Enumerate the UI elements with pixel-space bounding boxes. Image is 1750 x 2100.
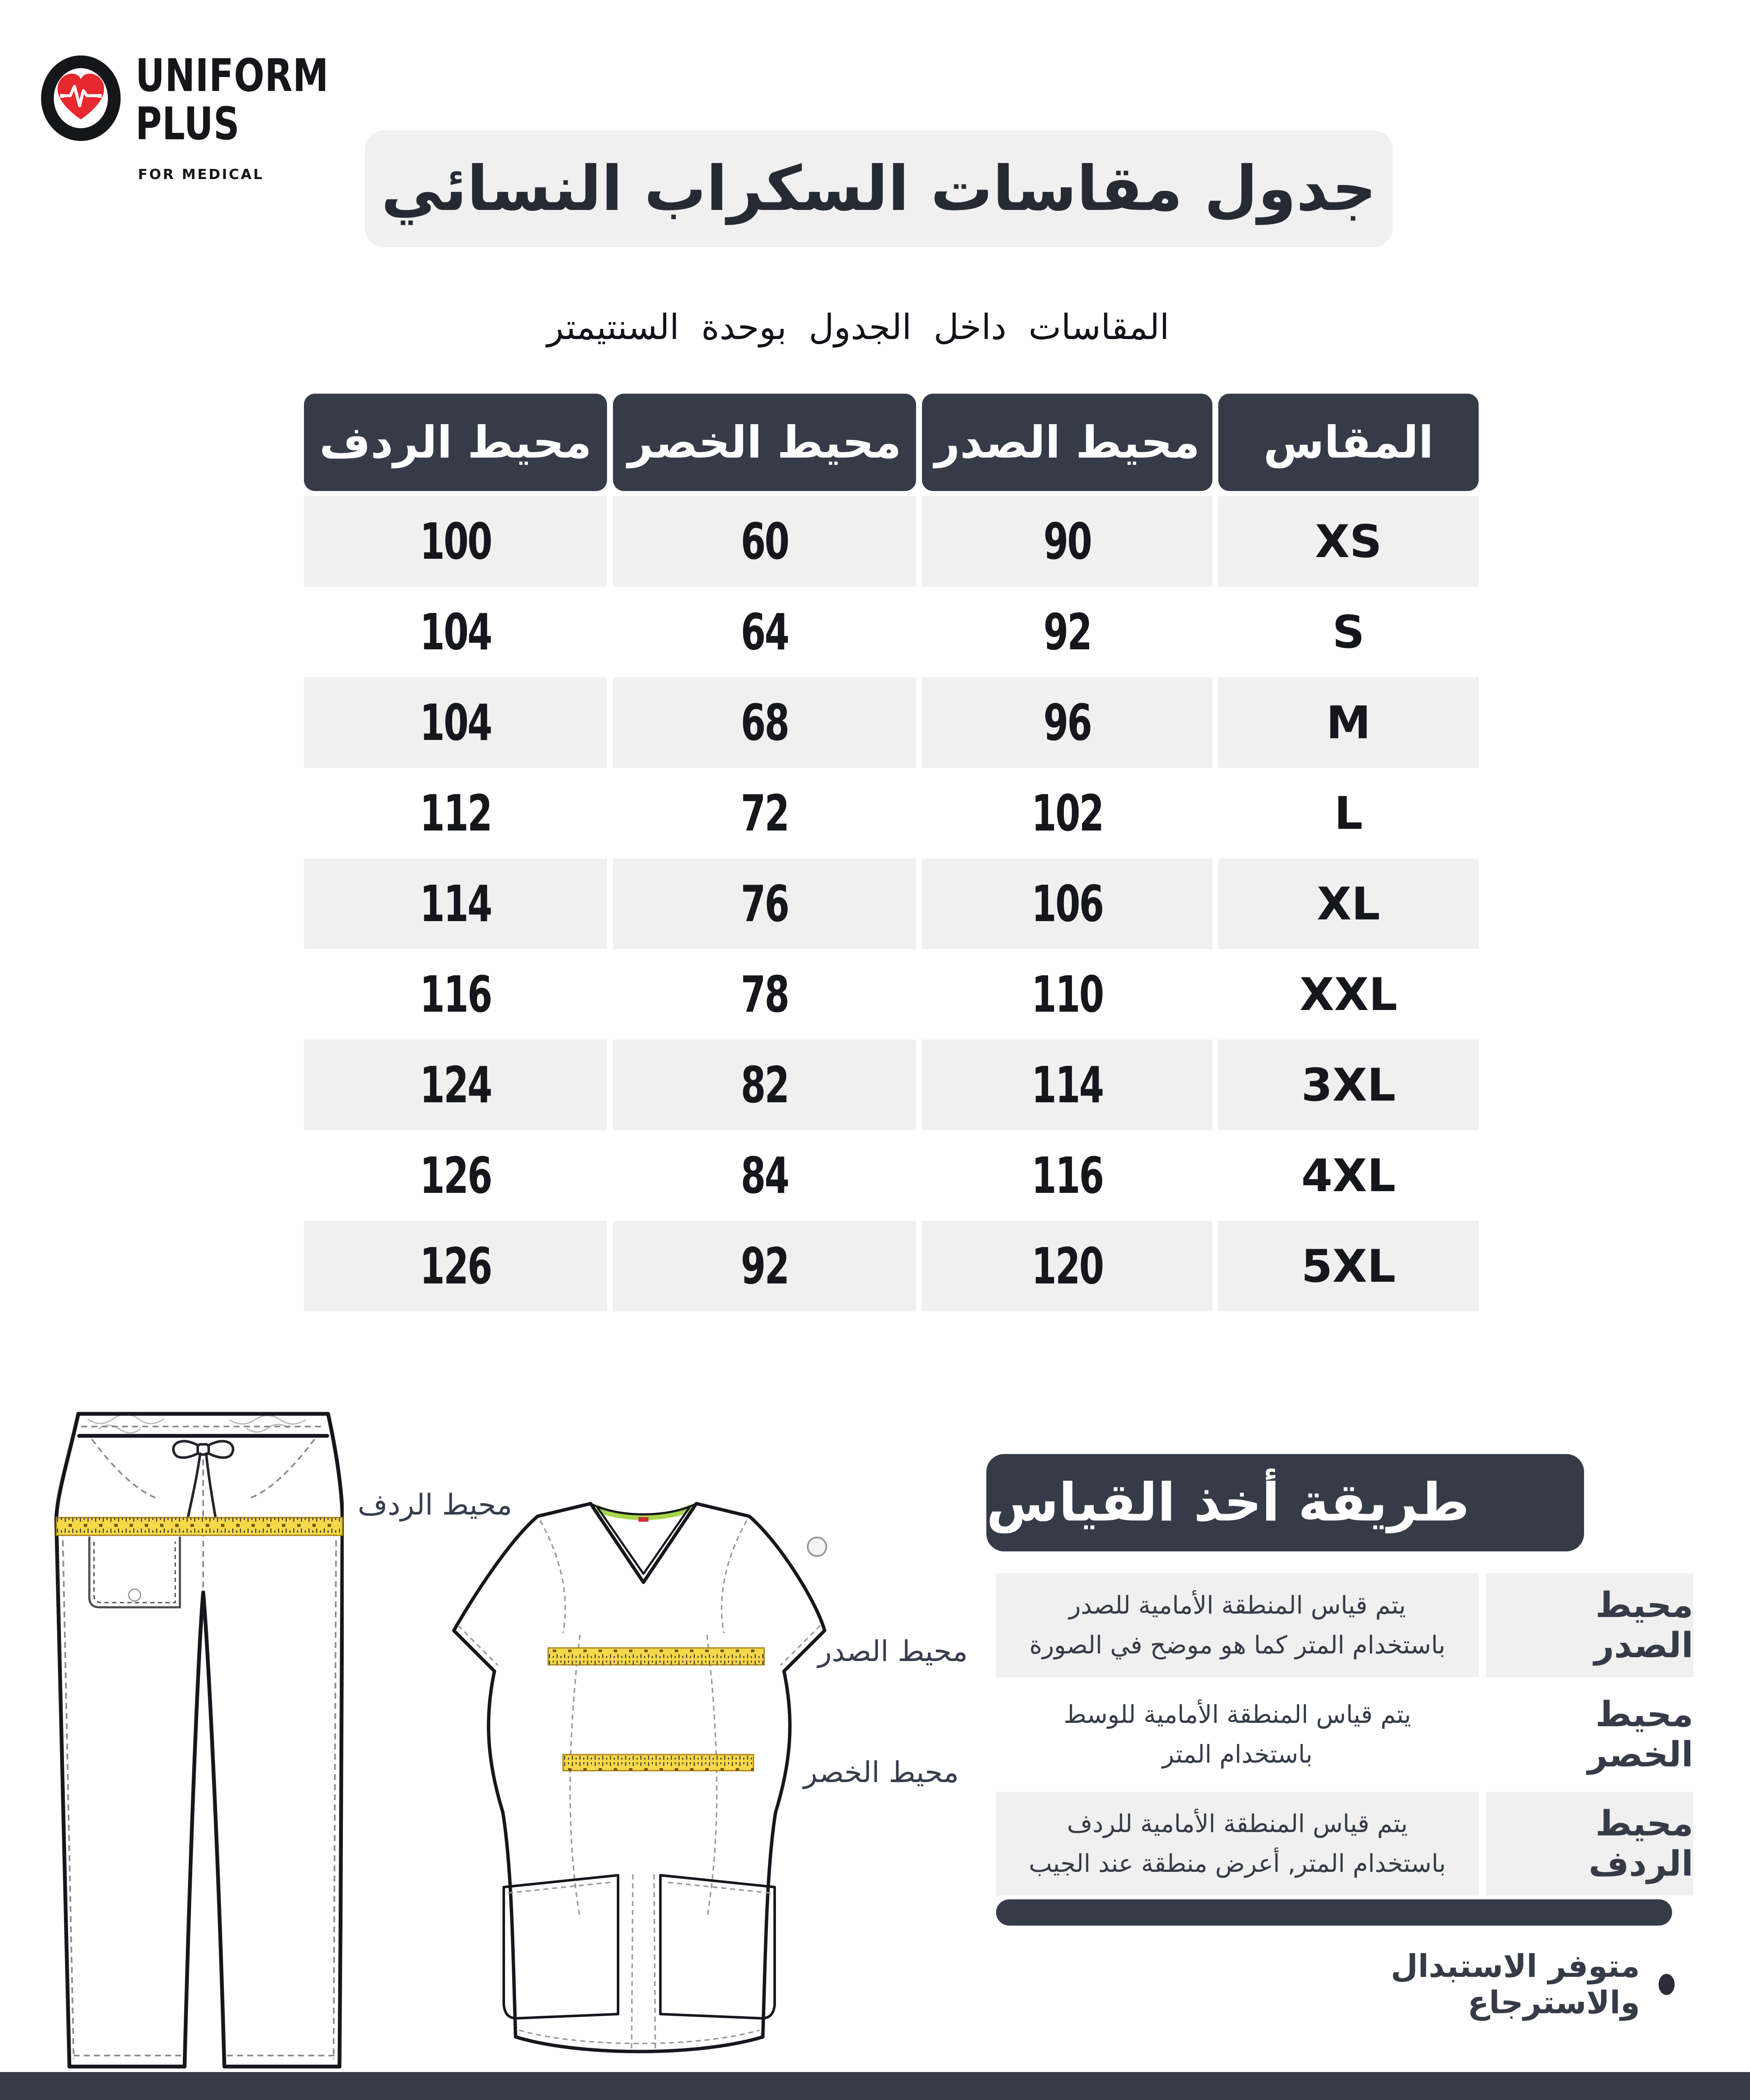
waist-diagram-label: محيط الخصر (803, 1756, 959, 1789)
column-header-chest: محيط الصدر (922, 394, 1212, 491)
size-cell: S (1332, 606, 1365, 658)
size-cell: L (1334, 787, 1363, 839)
size-cell: XXL (1300, 968, 1397, 1021)
hip-diagram-label: محيط الردف (358, 1488, 512, 1522)
column-header-hip: محيط الردف (304, 394, 607, 491)
chest-measure-description: يتم قياس المنطقة الأمامية للصدر باستخدام المتر كما هو موضح في الصورة (996, 1573, 1479, 1677)
size-cell: XL (1218, 858, 1479, 949)
hip-cell: 104 (420, 603, 491, 661)
waist-cell: 78 (740, 965, 789, 1024)
waist-cell: 68 (613, 677, 916, 768)
waist-cell: 82 (613, 1040, 916, 1130)
waist-measure-label: محيط الخصر (1587, 1694, 1693, 1775)
hip-cell: 124 (304, 1040, 607, 1130)
size-table (304, 394, 1479, 1311)
chest-cell: 92 (1043, 603, 1091, 661)
exchange-return-note: متوفر الاستبدال والاسترجاع (1223, 1959, 1675, 2010)
chest-diagram-label: محيط الصدر (818, 1635, 968, 1668)
hip-cell: 104 (304, 677, 607, 768)
size-cell: 3XL (1218, 1040, 1479, 1130)
waist-measuring-tape-icon (563, 1755, 754, 1771)
size-cell: 4XL (1301, 1149, 1396, 1202)
chest-measure-label: محيط الصدر (1486, 1573, 1693, 1677)
brand-logo (0, 0, 339, 203)
chest-cell: 114 (922, 1040, 1212, 1130)
hip-cell: 112 (420, 784, 491, 842)
waist-cell: 76 (613, 858, 916, 949)
waist-cell: 84 (740, 1146, 789, 1205)
chest-cell: 96 (922, 677, 1212, 768)
waist-cell: 60 (613, 496, 916, 587)
hip-cell: 126 (420, 1146, 491, 1205)
hip-cell: 126 (304, 1221, 607, 1311)
waist-cell: 64 (740, 603, 789, 661)
bullet-dot-icon (1659, 1974, 1675, 1995)
heart-ecg-logo-icon (41, 55, 121, 142)
measure-guide-banner (986, 1454, 1584, 1551)
hip-measuring-tape-icon (56, 1518, 342, 1535)
hip-measure-description: يتم قياس المنطقة الأمامية للردف باستخدام المتر, أعرض منطقة عند الجيب (996, 1792, 1479, 1896)
page-title-banner (365, 130, 1393, 247)
scrub-pants-diagram (47, 1410, 344, 2070)
waist-measure-description: يتم قياس المنطقة الأمامية للوسط باستخدام المتر (1063, 1700, 1411, 1769)
guide-divider-bar (996, 1899, 1672, 1926)
hip-measure-label: محيط الردف (1486, 1792, 1693, 1896)
hip-cell: 116 (420, 965, 491, 1024)
chest-cell: 102 (1031, 784, 1103, 842)
waist-cell: 92 (613, 1221, 916, 1311)
column-header-size: المقاس (1218, 394, 1479, 491)
page-title: جدول مقاسات السكراب النسائي (381, 153, 1377, 225)
page-subtitle: المقاسات داخل الجدول بوحدة السنتيمتر (547, 307, 1170, 348)
chest-cell: 110 (1031, 965, 1103, 1024)
chest-cell: 116 (1031, 1146, 1103, 1205)
chest-cell: 106 (922, 858, 1212, 949)
size-cell: 5XL (1218, 1221, 1479, 1311)
chest-cell: 120 (922, 1221, 1212, 1311)
column-header-waist: محيط الخصر (613, 394, 916, 491)
brand-name-line2: PLUS (135, 98, 240, 150)
scrub-top-diagram (440, 1490, 838, 2083)
hip-cell: 100 (304, 496, 607, 587)
size-cell: XS (1218, 496, 1479, 587)
brand-tagline: FOR MEDICAL (138, 166, 264, 182)
brand-name-line1: UNIFORM (135, 50, 329, 102)
measure-guide-title: طريقة أخذ القياس (986, 1472, 1470, 1533)
size-cell: M (1218, 677, 1479, 768)
chest-measuring-tape-icon (548, 1648, 764, 1665)
chest-cell: 90 (922, 496, 1212, 587)
footer-bar (0, 2072, 1750, 2100)
hip-cell: 114 (304, 858, 607, 949)
waist-cell: 72 (740, 784, 789, 842)
